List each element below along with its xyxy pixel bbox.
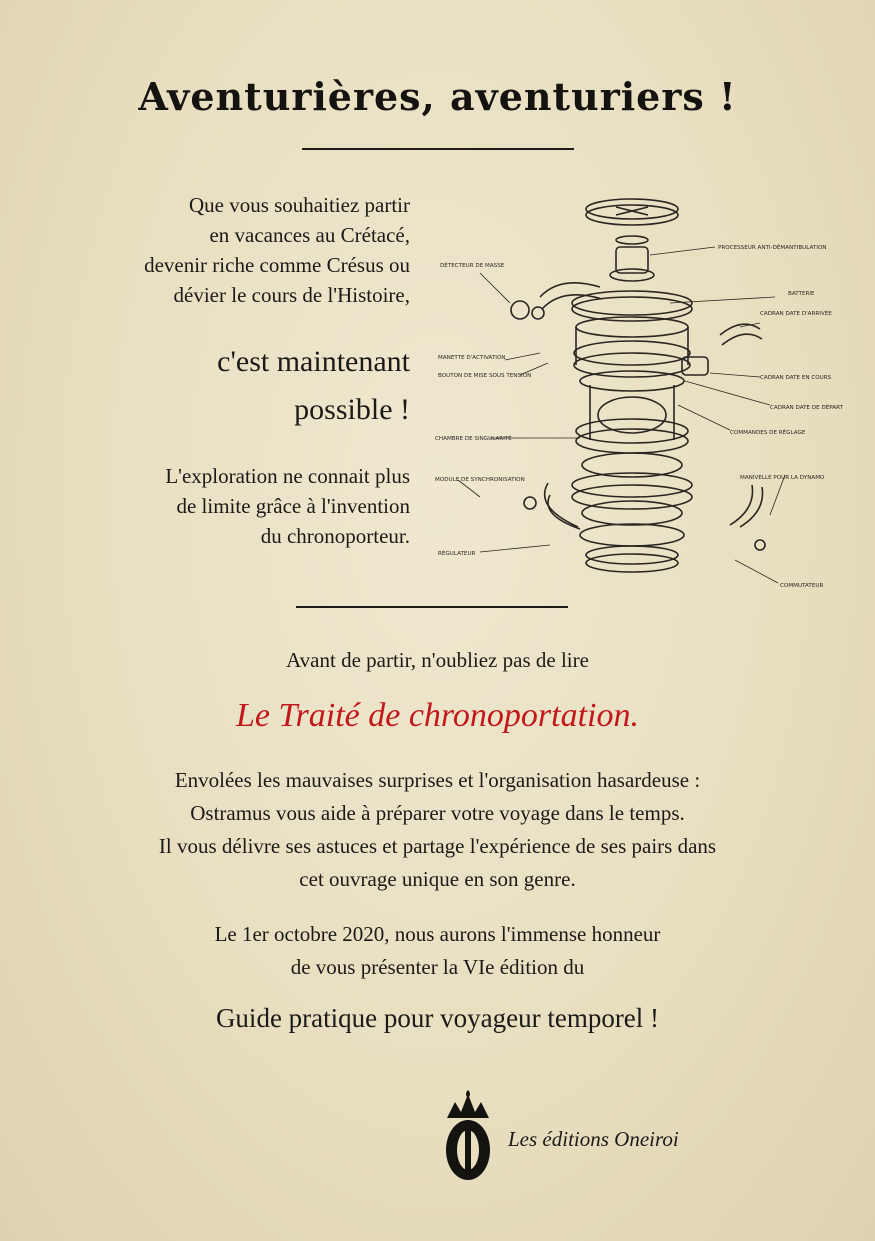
label-module: MODULE DE SYNCHRONISATION [435, 477, 525, 483]
middle-divider [296, 606, 568, 608]
date-line: Le 1er octobre 2020, nous aurons l'immense honneur [214, 922, 661, 946]
envolees-line: Il vous délivre ses astuces et partage l'expérience de ses pairs dans [158, 834, 717, 858]
big-line: possible ! [294, 393, 410, 426]
exploration-text [30, 461, 410, 551]
traite-title: Le Traité de chronoportation. [236, 697, 639, 734]
label-bouton: BOUTON DE MISE SOUS TENSION [438, 373, 532, 379]
envolees-line: Envolées les mauvaises surprises et l'organisation hasardeuse : [174, 768, 701, 792]
label-manette: MANETTE D'ACTIVATION [438, 355, 506, 361]
intro-line: dévier le cours de l'Histoire, [173, 283, 410, 307]
big-line: c'est maintenant [217, 345, 410, 378]
page-title: Aventurières, aventuriers ! [138, 74, 737, 119]
chronoporteur-diagram [430, 185, 850, 595]
label-batterie: BATTERIE [788, 291, 815, 297]
date-paragraph [0, 918, 875, 984]
label-commandes: COMMANDES DE RÉGLAGE [730, 430, 806, 436]
envolees-line: Ostramus vous aide à préparer votre voyage dans le temps. [190, 801, 685, 825]
explore-line: L'exploration ne connait plus [165, 464, 410, 488]
label-commutateur: COMMUTATEUR [780, 583, 824, 589]
oneiroi-logo-icon [437, 1088, 499, 1188]
explore-line: du chronoporteur. [260, 524, 410, 548]
label-cadran-arrivee: CADRAN DATE D'ARRIVÉE [760, 311, 832, 317]
label-processeur: PROCESSEUR ANTI-DÉMANTIBULATION [718, 245, 827, 251]
avant-de-partir: Avant de partir, n'oubliez pas de lire [286, 648, 589, 672]
label-chambre: CHAMBRE DE SINGULARITÉ [435, 436, 512, 442]
label-cadran-depart: CADRAN DATE DE DÉPART [770, 405, 844, 411]
label-detecteur: DÉTECTEUR DE MASSE [440, 263, 505, 269]
intro-line: Que vous souhaitiez partir [188, 193, 410, 217]
intro-line: devenir riche comme Crésus ou [144, 253, 410, 277]
top-divider [302, 148, 574, 150]
intro-line: en vacances au Crétacé, [209, 223, 410, 247]
publisher-name: Les éditions Oneiroi [508, 1127, 679, 1151]
intro-text [30, 190, 410, 310]
explore-line: de limite grâce à l'invention [176, 494, 410, 518]
envolees-line: cet ouvrage unique en son genre. [299, 867, 576, 891]
label-manivelle: MANIVELLE POUR LA DYNAMO [740, 475, 825, 481]
guide-title: Guide pratique pour voyageur temporel ! [215, 1003, 660, 1033]
label-cadran-cours: CADRAN DATE EN COURS [760, 375, 832, 381]
presenter-line: de vous présenter la VIe édition du [290, 955, 585, 979]
possible-statement [30, 338, 410, 434]
envolees-paragraph [0, 764, 875, 896]
label-regulateur: RÉGULATEUR [438, 551, 476, 557]
